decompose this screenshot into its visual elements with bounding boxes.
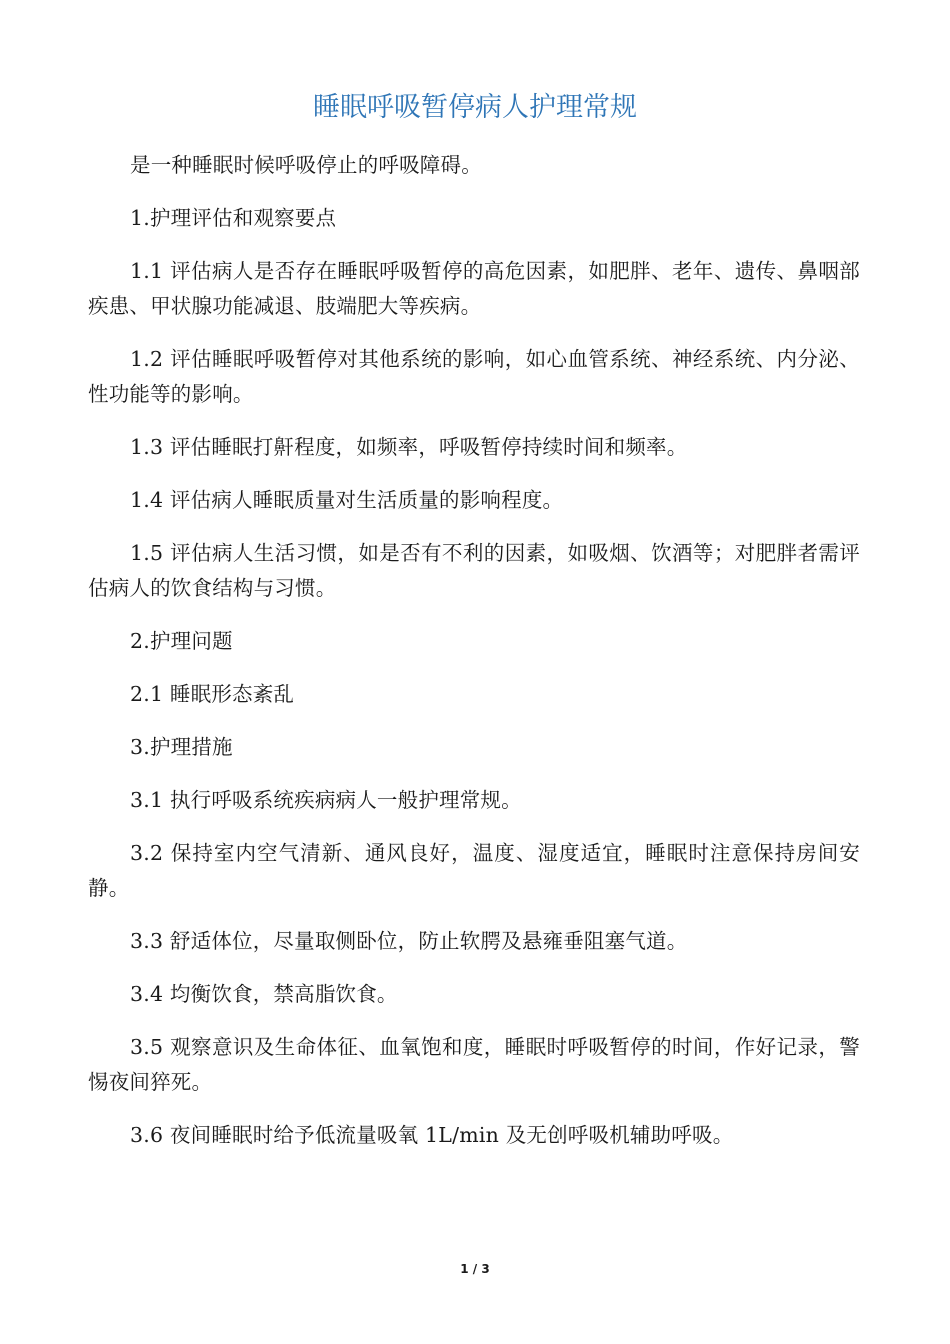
section-heading-measures: 3.护理措施 (130, 735, 233, 759)
paragraph-1-1: 1.1 评估病人是否存在睡眠呼吸暂停的高危因素，如肥胖、老年、遗传、鼻咽部疾患、甲状腺功能减退、肢端肥大等疾病。 (88, 259, 860, 318)
paragraph-3-3: 3.3 舒适体位，尽量取侧卧位，防止软腭及悬雍垂阻塞气道。 (130, 929, 688, 953)
section-heading-problems: 2.护理问题 (130, 629, 233, 653)
document-title: 睡眠呼吸暂停病人护理常规 (313, 92, 637, 123)
paragraph-3-5: 3.5 观察意识及生命体征、血氧饱和度，睡眠时呼吸暂停的时间，作好记录，警惕夜间猝死。 (88, 1035, 860, 1094)
section-heading-assessment: 1.护理评估和观察要点 (130, 206, 337, 230)
paragraph-3-4: 3.4 均衡饮食，禁高脂饮食。 (130, 982, 398, 1006)
paragraph-1-2: 1.2 评估睡眠呼吸暂停对其他系统的影响，如心血管系统、神经系统、内分泌、性功能等的影响。 (88, 347, 860, 406)
intro-paragraph: 是一种睡眠时候呼吸停止的呼吸障碍。 (130, 153, 482, 177)
paragraph-1-5: 1.5 评估病人生活习惯，如是否有不利的因素，如吸烟、饮酒等；对肥胖者需评估病人的饮食结构与习惯。 (88, 541, 860, 600)
paragraph-3-2: 3.2 保持室内空气清新、通风良好，温度、湿度适宜，睡眠时注意保持房间安静。 (88, 841, 860, 900)
paragraph-1-4: 1.4 评估病人睡眠质量对生活质量的影响程度。 (130, 488, 564, 512)
paragraph-3-6: 3.6 夜间睡眠时给予低流量吸氧 1L/min 及无创呼吸机辅助呼吸。 (130, 1123, 734, 1147)
paragraph-2-1: 2.1 睡眠形态紊乱 (130, 682, 295, 706)
paragraph-1-3: 1.3 评估睡眠打鼾程度，如频率，呼吸暂停持续时间和频率。 (130, 435, 688, 459)
page-number: 1 / 3 (460, 1262, 490, 1276)
document-body (88, 148, 860, 1171)
paragraph-3-1: 3.1 执行呼吸系统疾病病人一般护理常规。 (130, 788, 522, 812)
